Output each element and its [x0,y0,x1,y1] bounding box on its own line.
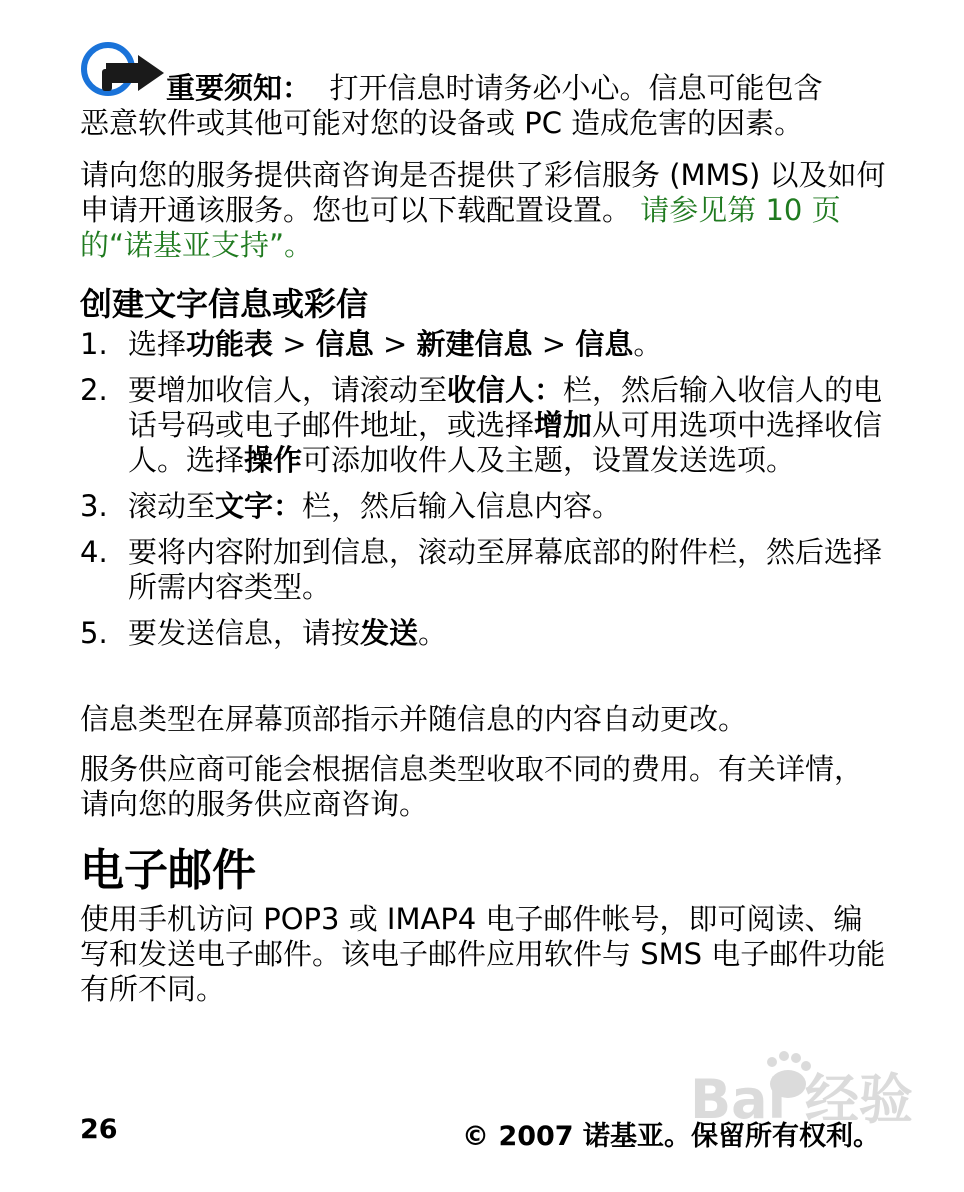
menu-new-message: 新建信息 [416,327,533,361]
email-heading: 电子邮件 [80,845,256,896]
step-text: 选择 [128,327,187,361]
step-number: 5. [80,616,108,650]
step-item [80,616,890,651]
page-number: 26 [80,1114,118,1145]
step-item [80,373,890,478]
menu-message: 信息 [575,327,634,361]
support-link[interactable]: 请参见第 10 页的“诺基亚支持”。 [80,193,841,262]
step-text: 栏，然后输入收信人的电话号码或电子邮件地址，或选择 [128,373,883,442]
warning-hand-icon [80,39,164,103]
field-recipient: 收信人： [447,373,564,407]
step-number: 3. [80,489,108,523]
menu-functions: 功能表 [186,327,274,361]
step-number: 1. [80,327,108,361]
copyright: © 2007 诺基亚。保留所有权利。 [462,1121,880,1152]
menu-separator: > [273,327,316,361]
email-paragraph: 使用手机访问 POP3 或 IMAP4 电子邮件帐号，即可阅读、编写和发送电子邮件。该电子邮件应用软件与 SMS 电子邮件功能有所不同。 [80,902,886,1006]
field-text: 文字： [215,489,303,523]
create-message-heading: 创建文字信息或彩信 [80,285,369,323]
option-add: 增加 [534,408,593,442]
menu-messages: 信息 [315,327,374,361]
steps-list [80,327,890,662]
step-text: 。 [633,327,663,361]
notice-line1 [80,71,890,106]
message-type-note: 信息类型在屏幕顶部指示并随信息的内容自动更改。 [80,702,748,736]
step-item [80,489,890,524]
step-text: 栏，然后输入信息内容。 [302,489,622,523]
step-text: 要将内容附加到信息，滚动至屏幕底部的附件栏，然后选择所需内容类型。 [128,535,883,604]
option-send: 发送 [360,616,419,650]
step-text: 。 [418,616,448,650]
mms-info [80,158,890,263]
mms-text: 请向您的服务提供商咨询是否提供了彩信服务 (MMS) 以及如何申请开通该服务。您也可以下载配置设置。 [80,158,886,227]
watermark-text: Bai 经验 [690,1068,913,1131]
notice-text-1: 打开信息时请务必小心。信息可能包含 [329,71,823,105]
step-text: 要增加收信人，请滚动至 [128,373,448,407]
step-number: 2. [80,373,108,407]
notice-label: 重要须知： [166,71,312,105]
step-text: 滚动至 [128,489,216,523]
menu-separator: > [373,327,417,361]
mms-paragraph [80,158,890,263]
step-item [80,327,890,362]
step-text: 要发送信息，请按 [128,616,361,650]
step-text: 可添加收件人及主题，设置发送选项。 [302,443,796,477]
option-operations: 操作 [244,443,303,477]
notice-line2: 恶意软件或其他可能对您的设备或 PC 造成危害的因素。 [80,106,804,140]
step-number: 4. [80,535,108,569]
fees-note: 服务供应商可能会根据信息类型收取不同的费用。有关详情，请向您的服务供应商咨询。 [80,752,864,821]
step-text: 从可用选项中选择收信人。选择 [128,408,883,477]
baidu-watermark-logo [688,1048,918,1138]
step-item [80,535,890,605]
menu-separator: > [532,327,576,361]
important-notice [80,71,890,141]
